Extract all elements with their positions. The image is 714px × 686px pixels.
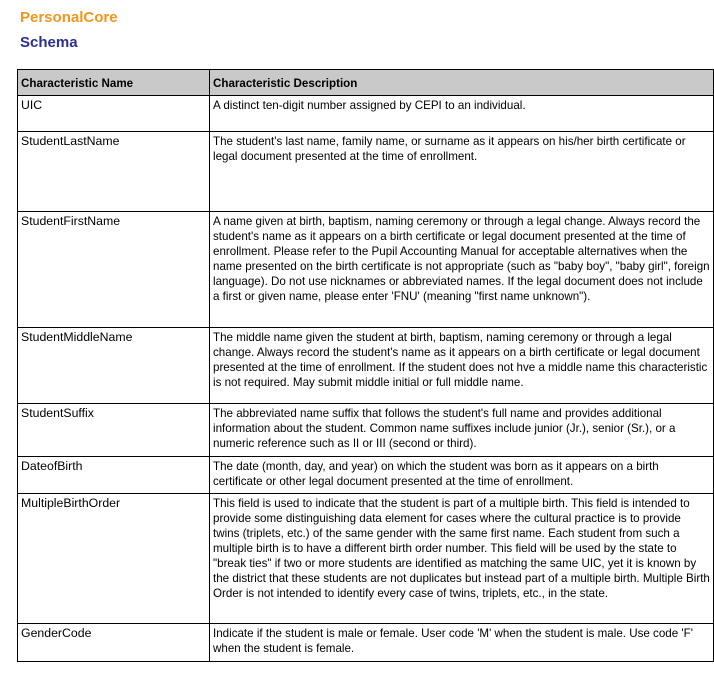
column-header-description: Characteristic Description	[210, 70, 714, 96]
characteristic-name: UIC	[18, 96, 210, 132]
characteristic-description: Indicate if the student is male or female. User code 'M' when the student is male. Use code 'F' when the student is female.	[210, 624, 714, 662]
column-header-name: Characteristic Name	[18, 70, 210, 96]
characteristic-name: GenderCode	[18, 624, 210, 662]
characteristic-name: DateofBirth	[18, 457, 210, 494]
characteristic-name: StudentMiddleName	[18, 328, 210, 404]
table-row	[18, 328, 714, 404]
table-row	[18, 624, 714, 662]
table-row	[18, 96, 714, 132]
document-title: PersonalCore	[20, 9, 118, 26]
characteristic-name: MultipleBirthOrder	[18, 494, 210, 624]
characteristic-description: The student's last name, family name, or surname as it appears on his/her birth certificate or legal document presented at the time of enrollment.	[210, 132, 714, 212]
table-row	[18, 494, 714, 624]
document-subtitle: Schema	[20, 34, 78, 51]
characteristic-name: StudentSuffix	[18, 404, 210, 457]
table-row	[18, 212, 714, 328]
schema-table	[17, 69, 714, 662]
table-row	[18, 404, 714, 457]
table-header-row	[18, 70, 714, 96]
characteristic-description: This field is used to indicate that the student is part of a multiple birth. This field is intended to provide some distinguishing data element for cases where the cultural practice is to provide twins (triplets, etc.) of the same gender with the same first name. Each student from such a multiple birth is to have a different birth order number. This field will be used by the state to "break ties" if two or more students are identified as matching the same UIC, yet it is known by the district that these students are not duplicates but instead part of a multiple birth. Multiple Birth Order is not intended to identify every case of twins, triplets, etc., in the state.	[210, 494, 714, 624]
characteristic-description: A name given at birth, baptism, naming ceremony or through a legal change. Always record the student's name as it appears on a birth certificate or legal document presented at the time of enrollment. Please refer to the Pupil Accounting Manual for acceptable alternatives when the name presented on the birth certificate is not appropriate (such as "baby boy", "baby girl", foreign language). Do not use nicknames or abbreviated names. If the legal document does not include a first or given name, please enter 'FNU' (meaning "first name unknown").	[210, 212, 714, 328]
table-row	[18, 132, 714, 212]
characteristic-name: StudentLastName	[18, 132, 210, 212]
characteristic-name: StudentFirstName	[18, 212, 210, 328]
characteristic-description: The middle name given the student at birth, baptism, naming ceremony or through a legal change. Always record the student's name as it appears on a birth certificate or legal document presented at the time of enrollment. If the student does not hve a middle name this characteristic is not required. May submit middle initial or full middle name.	[210, 328, 714, 404]
table-row	[18, 457, 714, 494]
characteristic-description: The date (month, day, and year) on which the student was born as it appears on a birth certificate or other legal document presented at the time of enrollment.	[210, 457, 714, 494]
characteristic-description: A distinct ten-digit number assigned by CEPI to an individual.	[210, 96, 714, 132]
characteristic-description: The abbreviated name suffix that follows the student's full name and provides additional information about the student. Common name suffixes include junior (Jr.), senior (Sr.), or a numeric reference such as II or III (second or third).	[210, 404, 714, 457]
